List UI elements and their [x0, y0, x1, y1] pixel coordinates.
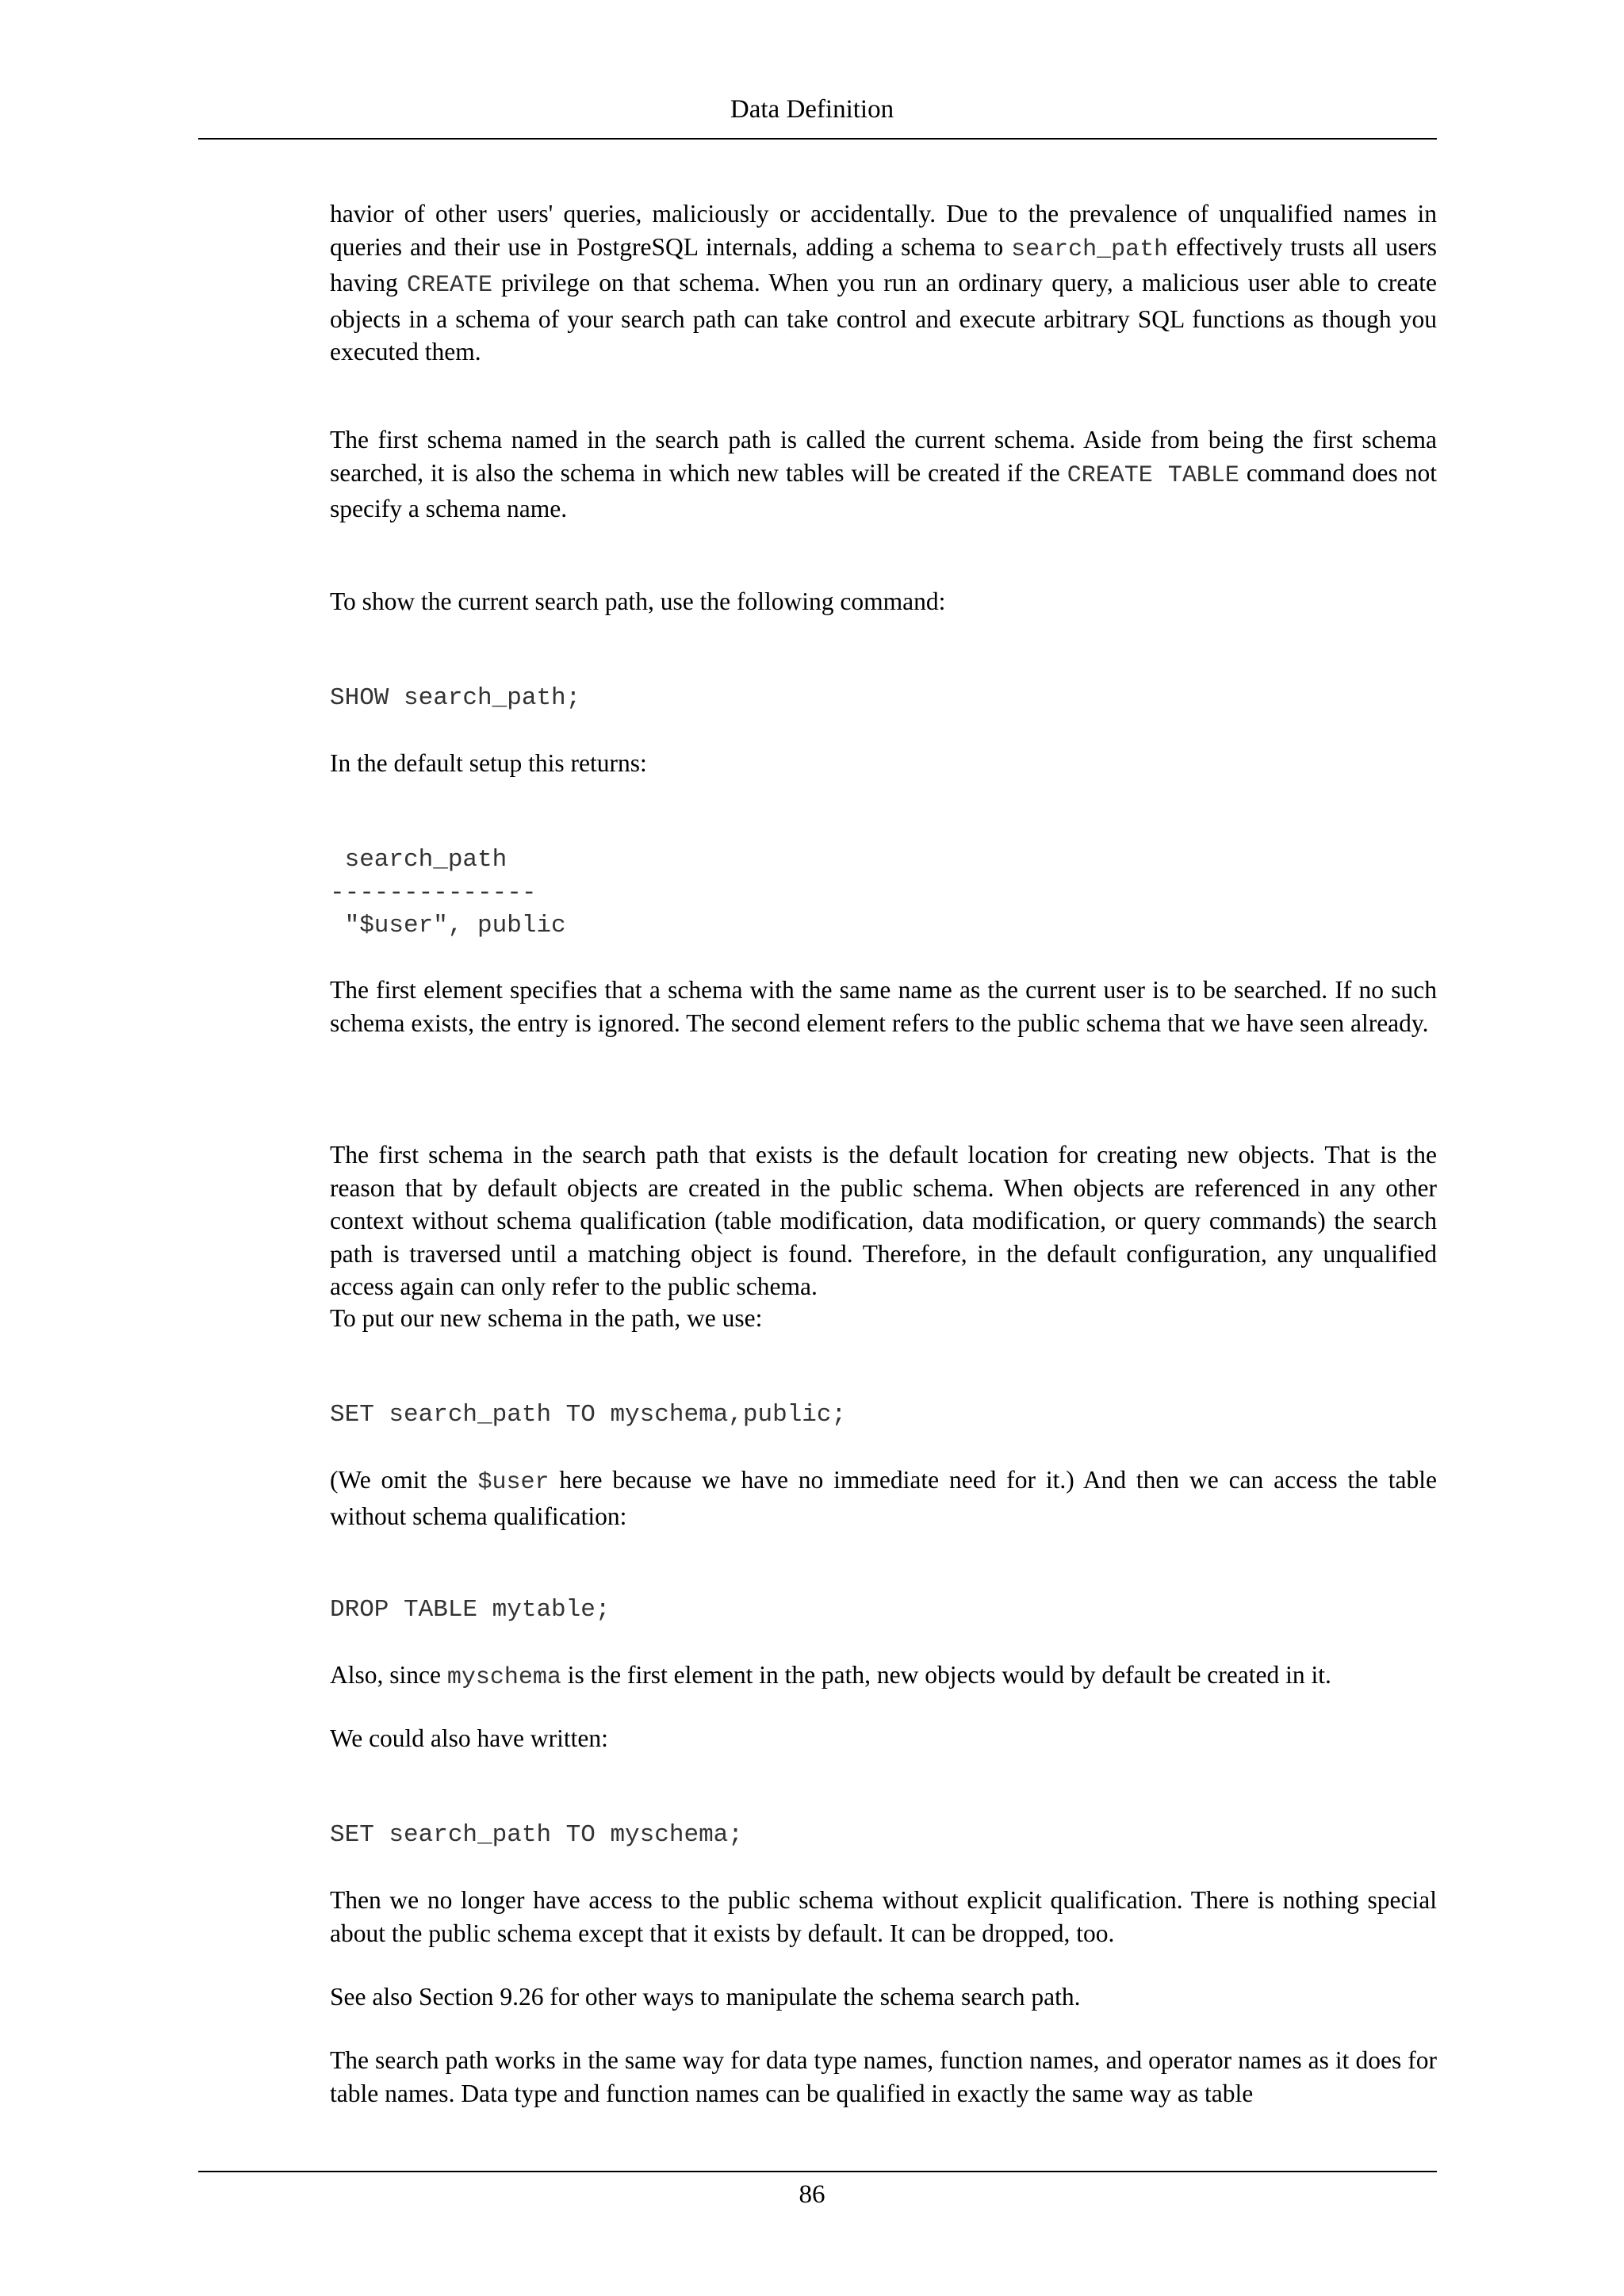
paragraph-show-intro: To show the current search path, use the following command: — [330, 587, 946, 615]
inline-code: CREATE TABLE — [1067, 461, 1239, 489]
paragraph-see-also: See also Section 9.26 for other ways to manipulate the schema search path. — [330, 1983, 1081, 2011]
inline-code: myschema — [446, 1664, 561, 1691]
inline-code: CREATE — [406, 272, 492, 299]
inline-code: search_path — [1011, 235, 1169, 263]
paragraph-omit-user: (We omit the $user here because we have no immediate need for it.) And then we can access the table without schema qualification: — [330, 1466, 1437, 1530]
paragraph-default-setup: In the default setup this returns: — [330, 749, 647, 777]
paragraph-no-access: Then we no longer have access to the public schema without explicit qualification. There is nothing special about the public schema except that it exists by default. It can be dropped, too. — [330, 1886, 1437, 1947]
paragraph-security-warning: havior of other users' queries, maliciously or accidentally. Due to the prevalence of unqualified names in queries and their use in PostgreSQL internals, adding a schema to search_path effectively trusts all users having CREATE privilege on that schema. When you run an ordinary query, a malicious user able to create objects in a schema of your search path can take control and execute arbitrary SQL functions as though you executed them. — [330, 200, 1438, 365]
paragraph-current-schema: The first schema named in the search path is called the current schema. Aside from being the first schema searched, it is also the schema in which new tables will be created if the CREATE TABLE command does not specify a schema name. — [330, 426, 1437, 522]
page-number: 86 — [799, 2180, 825, 2209]
paragraph-default-location: The first schema in the search path that exists is the default location for creating new objects. That is the reason that by default objects are created in the public schema. When objects are referenced in any other context without schema qualification (table modification, data modification, or query commands) the search path is traversed until a matching object is found. Therefore, in the default configuration, any unqualified access again can only refer to the public schema. — [330, 1141, 1437, 1300]
code-block-drop-table: DROP TABLE mytable; — [330, 1596, 611, 1624]
code-block-result: search_path -------------- "$user", public — [330, 846, 566, 939]
paragraph-put-schema: To put our new schema in the path, we use: — [330, 1304, 763, 1332]
page-header-title: Data Definition — [730, 95, 894, 124]
code-block-show: SHOW search_path; — [330, 684, 581, 712]
code-block-set-path: SET search_path TO myschema,public; — [330, 1401, 847, 1429]
paragraph-myschema-first: Also, since myschema is the first element in the path, new objects would by default be created in it. — [330, 1661, 1331, 1691]
footer-rule — [198, 2171, 1437, 2172]
code-block-set-path-single: SET search_path TO myschema; — [330, 1821, 743, 1849]
paragraph-first-element: The first element specifies that a schema with the same name as the current user is to be searched. If no such schema exists, the entry is ignored. The second element refers to the public schema that we have seen already. — [330, 976, 1437, 1037]
paragraph-also-written: We could also have written: — [330, 1724, 608, 1752]
paragraph-search-path-types: The search path works in the same way for data type names, function names, and operator names as it does for table names. Data type and function names can be qualified in exactly the same way as table — [330, 2046, 1437, 2107]
header-rule — [198, 138, 1437, 140]
inline-code: $user — [477, 1469, 550, 1496]
